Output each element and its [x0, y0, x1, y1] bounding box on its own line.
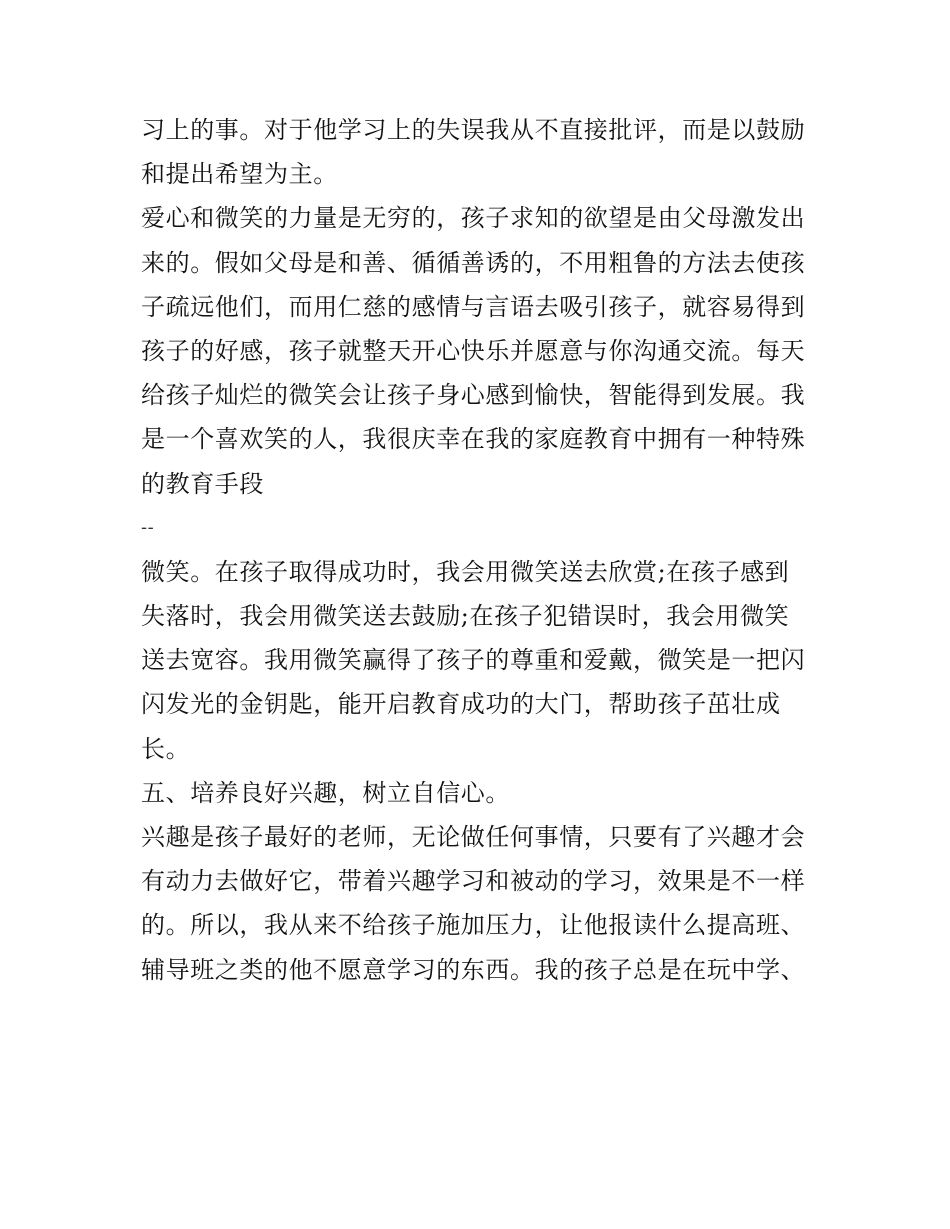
- text-line: 的教育手段: [141, 469, 264, 498]
- text-line: 长。: [141, 734, 191, 763]
- text-line: 失落时，我会用微笑送去鼓励;在孩子犯错误时，我会用微笑: [141, 602, 790, 631]
- text-line: 的。所以，我从来不给孩子施加压力，让他报读什么提高班、: [141, 911, 806, 940]
- text-line: 兴趣是孩子最好的老师，无论做任何事情，只要有了兴趣才会: [141, 823, 806, 851]
- text-line: 微笑。在孩子取得成功时，我会用微笑送去欣赏;在孩子感到: [141, 557, 790, 586]
- text-line: 闪发光的金钥匙，能开启教育成功的大门，帮助孩子茁壮成: [141, 690, 781, 719]
- dash-separator: --: [141, 516, 155, 538]
- document-body: [141, 108, 821, 992]
- text-line: 是一个喜欢笑的人，我很庆幸在我的家庭教育中拥有一种特殊: [141, 425, 806, 454]
- text-line: 孩子的好感，孩子就整天开心快乐并愿意与你沟通交流。每天: [141, 336, 806, 365]
- text-line: 辅导班之类的他不愿意学习的东西。我的孩子总是在玩中学、: [141, 955, 806, 984]
- text-line: 爱心和微笑的力量是无穷的，孩子求知的欲望是由父母激发出: [141, 204, 806, 233]
- text-line: 子疏远他们，而用仁慈的感情与言语去吸引孩子，就容易得到: [141, 292, 806, 321]
- section-heading: 五、培养良好兴趣，树立自信心。: [141, 778, 510, 807]
- text-line: 和提出希望为主。: [141, 160, 338, 189]
- text-line: 有动力去做好它，带着兴趣学习和被动的学习，效果是不一样: [141, 867, 806, 896]
- text-line: 送去宽容。我用微笑赢得了孩子的尊重和爱戴，微笑是一把闪: [141, 646, 806, 675]
- text-line: 给孩子灿烂的微笑会让孩子身心感到愉快，智能得到发展。我: [141, 381, 806, 410]
- text-line: 来的。假如父母是和善、循循善诱的，不用粗鲁的方法去使孩: [141, 248, 806, 277]
- text-line: 习上的事。对于他学习上的失误我从不直接批评，而是以鼓励: [141, 116, 806, 144]
